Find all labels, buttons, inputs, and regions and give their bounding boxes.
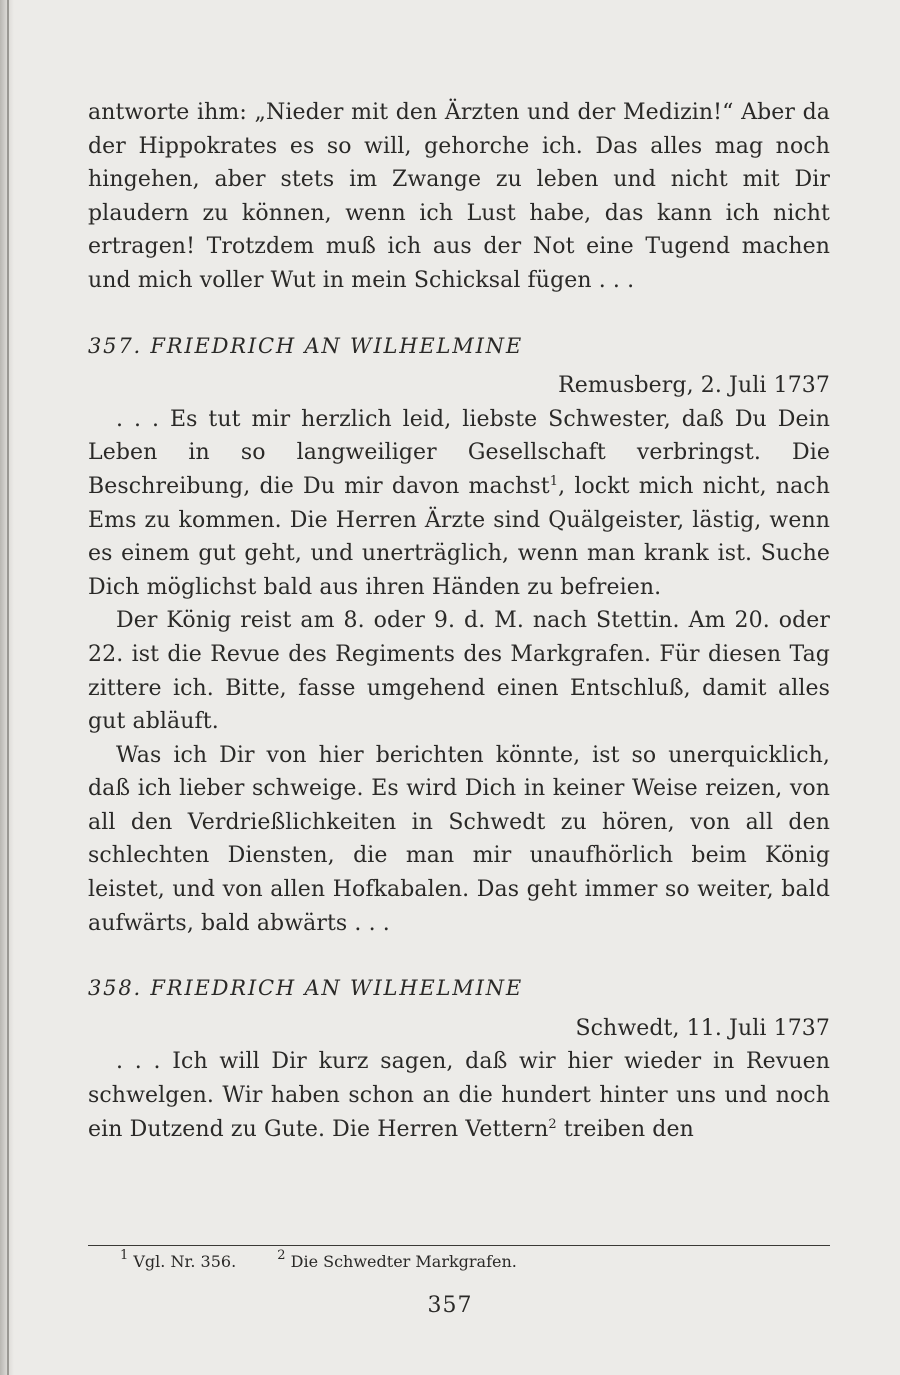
footnote-1 <box>120 1248 237 1271</box>
letter-357-paragraph-1 <box>88 403 830 605</box>
footnote-ref-2: 2 <box>548 1116 557 1132</box>
footnote-1-text: Vgl. Nr. 356. <box>133 1252 237 1271</box>
letter-358-paragraph-1 <box>88 1045 830 1146</box>
footnote-ref-1: 1 <box>549 473 559 489</box>
letter-357-p1-text-a: . . . Es tut mir herzlich leid, liebste Schwester, daß Du Dein Leben in so langweiliger Gesellschaft verbringst. Die Beschreibung, die Du mir davon machst <box>88 406 830 499</box>
letter-357-p1-text-b: , lockt mich nicht, nach Ems zu kommen. Die Herren Ärzte sind Quälgeister, lästig, wenn es einem gut geht, und unerträglich, wenn man krank ist. Suche Dich möglichst bald aus ihren Händen zu befreien. <box>88 473 830 600</box>
footnote-2 <box>277 1248 517 1271</box>
letter-357-dateline: Remusberg, 2. Juli 1737 <box>558 373 830 399</box>
letter-358-heading: 358. FRIEDRICH AN WILHELMINE <box>88 976 523 1001</box>
footnote-2-text: Die Schwedter Markgrafen. <box>290 1252 517 1271</box>
footnote-2-mark: 2 <box>277 1248 286 1263</box>
letter-357-heading: 357. FRIEDRICH AN WILHELMINE <box>88 333 523 358</box>
page-number: 357 <box>427 1293 473 1318</box>
letter-358-p1-text-b: treiben den <box>556 1116 694 1142</box>
letter-357-paragraph-3: Was ich Dir von hier berichten könnte, ist so unerquicklich, daß ich lieber schweige. Es wird Dich in keiner Weise reizen, von all den Verdrießlichkeiten in Schwedt zu hören, von all den schlechten Diensten, die man mir unaufhörlich beim König leistet, und von allen Hofkabalen. Das geht immer so weiter, bald aufwärts, bald abwärts . . . <box>88 742 830 936</box>
paragraph-continued: antworte ihm: „Nieder mit den Ärzten und der Medizin!“ Aber da der Hippokrates es so will, gehorche ich. Das alles mag noch hingehen, aber stets im Zwange zu leben und nicht mit Dir plaudern zu können, wenn ich Lust habe, das kann ich nicht ertragen! Trotzdem muß ich aus der Not eine Tugend machen und mich voller Wut in mein Schicksal fügen . . . <box>88 100 830 293</box>
footnote-divider <box>88 1245 830 1246</box>
page-binding-edge <box>0 0 14 1375</box>
footnote-1-mark: 1 <box>120 1248 129 1263</box>
main-text <box>88 96 830 1146</box>
letter-358-p1-text-a: . . . Ich will Dir kurz sagen, daß wir hier wieder in Revuen schwelgen. Wir haben schon an die hundert hinter uns und noch ein Dutzend zu Gute. Die Herren Vettern <box>88 1049 830 1142</box>
footnotes <box>120 1250 553 1274</box>
letter-358-dateline: Schwedt, 11. Juli 1737 <box>575 1015 830 1041</box>
letter-357-paragraph-2: Der König reist am 8. oder 9. d. M. nach Stettin. Am 20. oder 22. ist die Revue des Regiments des Markgrafen. Für diesen Tag zittere ich. Bitte, fasse umgehend einen Entschluß, damit alles gut abläuft. <box>88 608 830 735</box>
